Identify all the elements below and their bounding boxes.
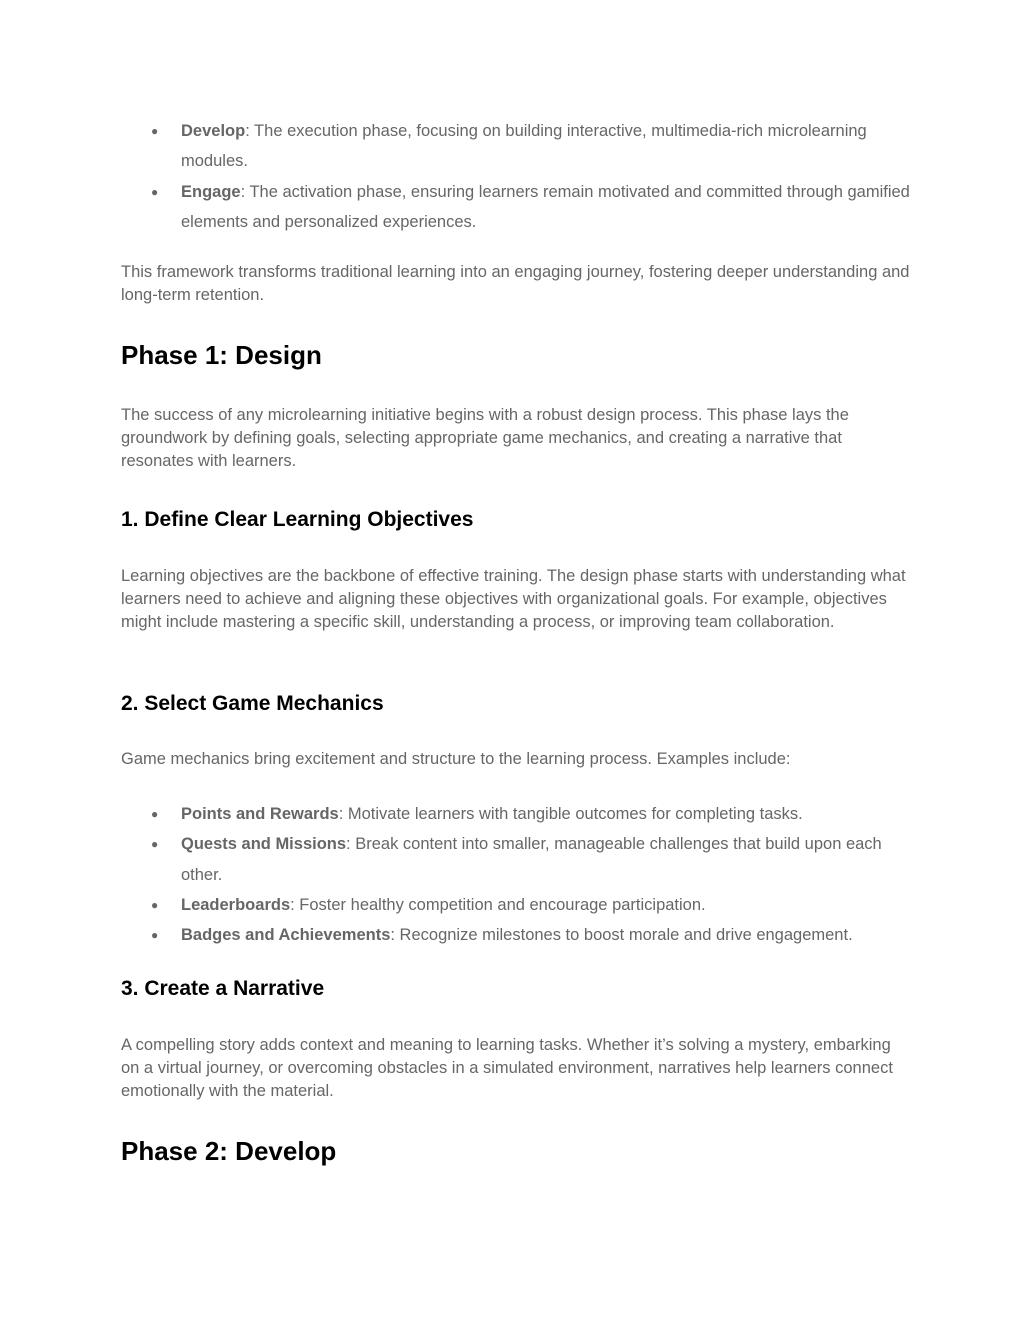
phase2-title: Phase 2: Develop [121,1136,337,1166]
bullet-icon: ● [151,928,159,943]
list-item [121,799,911,829]
phase-overview-list [121,116,911,237]
phase1-section [121,404,911,473]
list-item-text: : The activation phase, ensuring learners remain motivated and committed through gamified elements and personalized experiences. [181,182,910,231]
bullet-icon: ● [151,807,159,821]
section1-body [121,565,911,634]
list-item [121,890,911,920]
list-item-term: Develop [181,122,246,140]
section2-paragraph: Game mechanics bring excitement and structure to the learning process. Examples include: [121,750,791,768]
bullet-icon: ● [151,124,159,138]
section1-paragraph: Learning objectives are the backbone of effective training. The design phase starts with understanding what learners need to achieve and aligning these objectives with organizational goals. For example, objectives might include mastering a specific skill, understanding a process, or improving team collaboration. [121,567,906,631]
list-item-text: : Recognize milestones to boost morale and drive engagement. [390,926,853,945]
list-item-term: Badges and Achievements [181,926,391,945]
list-item [121,829,911,890]
phase1-paragraph: The success of any microlearning initiative begins with a robust design process. This phase lays the groundwork by defining goals, selecting appropriate game mechanics, and creating a narrative that resonates with learners. [121,406,849,470]
list-item-term: Engage [181,182,241,201]
bullet-icon: ● [151,837,159,852]
game-mechanics-list [121,799,911,950]
list-item [121,116,911,177]
phase1-title: Phase 1: Design [121,340,322,370]
bullet-icon: ● [151,184,159,199]
list-item-text: : Break content into smaller, manageable challenges that build upon each other. [181,835,882,884]
list-item [121,177,911,238]
list-item-text: : Motivate learners with tangible outcomes for completing tasks. [338,805,803,823]
list-item [121,920,911,950]
intro-section [121,261,911,307]
section3-body [121,1034,911,1103]
section1-title: 1. Define Clear Learning Objectives [121,508,474,531]
section3-title: 3. Create a Narrative [121,977,325,1000]
bullet-icon: ● [151,897,159,912]
intro-paragraph: This framework transforms traditional learning into an engaging journey, fostering deeper understanding and long-term retention. [121,263,910,304]
list-item-term: Points and Rewards [181,805,339,823]
list-item-term: Quests and Missions [181,835,347,854]
list-item-text: : Foster healthy competition and encourage participation. [290,895,706,914]
section2-title: 2. Select Game Mechanics [121,692,384,715]
list-item-text: : The execution phase, focusing on building interactive, multimedia-rich microlearning modules. [181,122,867,171]
section3-paragraph: A compelling story adds context and meaning to learning tasks. Whether it’s solving a mystery, embarking on a virtual journey, or overcoming obstacles in a simulated environment, narratives help learners connect emotionally with the material. [121,1036,893,1100]
section2-body [121,748,911,771]
list-item-term: Leaderboards [181,895,291,914]
